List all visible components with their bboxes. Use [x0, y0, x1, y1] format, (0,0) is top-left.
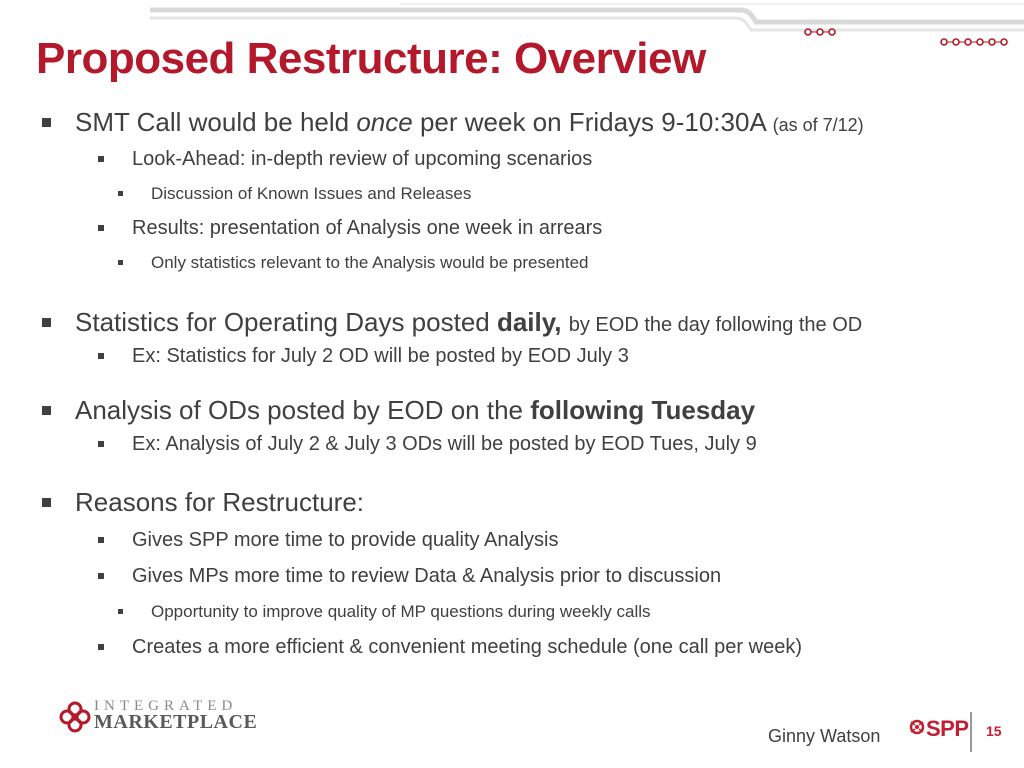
list-item	[40, 342, 1024, 370]
bullet-text: Analysis of ODs posted by EOD on the	[75, 395, 531, 425]
square-bullet-icon	[98, 225, 104, 231]
list-item	[40, 211, 1024, 245]
bullet-text: Gives MPs more time to review Data & Analysis prior to discussion	[132, 565, 722, 587]
bullet-text: Ex: Analysis of July 2 & July 3 ODs will be posted by EOD Tues, July 9	[132, 433, 757, 455]
bullet-text: Results: presentation of Analysis one week in arrears	[132, 217, 603, 239]
square-bullet-icon	[42, 118, 51, 127]
list-item	[40, 482, 1024, 522]
bullet-note: by EOD the day following the OD	[568, 314, 863, 336]
square-bullet-icon	[98, 353, 104, 359]
square-bullet-icon	[42, 498, 51, 507]
bullet-text: per week on Fridays 9-10:30A	[412, 107, 773, 137]
bullet-text: Opportunity to improve quality of MP questions during weekly calls	[151, 602, 651, 621]
bullet-text	[562, 307, 569, 337]
list-item	[40, 522, 1024, 558]
bullet-note: (as of 7/12)	[772, 115, 864, 135]
presenter-name: Ginny Watson	[768, 726, 881, 746]
square-bullet-icon	[98, 441, 104, 447]
spp-brand-text: SPP	[926, 716, 969, 741]
logo-line-marketplace: MARKETPLACE	[94, 711, 258, 733]
square-bullet-icon	[118, 609, 123, 614]
square-bullet-icon	[118, 260, 123, 265]
list-item	[40, 176, 1024, 211]
square-bullet-icon	[98, 156, 104, 162]
bullet-text: Statistics for Operating Days posted	[75, 307, 497, 337]
square-bullet-icon	[42, 406, 51, 415]
page-number: 15	[986, 723, 1002, 739]
square-bullet-icon	[98, 537, 104, 543]
list-item	[40, 142, 1024, 176]
spp-logo-icon	[908, 718, 926, 738]
slide-title: Proposed Restructure: Overview	[36, 34, 706, 83]
bullet-text: Discussion of Known Issues and Releases	[151, 184, 472, 203]
bullet-emphasis: daily,	[496, 307, 562, 337]
logo-line-integrated: INTEGRATED	[94, 698, 238, 714]
bullet-text: SMT Call would be held	[75, 107, 357, 137]
square-bullet-icon	[118, 191, 123, 196]
list-item	[40, 558, 1024, 594]
bullet-emphasis: once	[356, 107, 413, 137]
bullet-text: Gives SPP more time to provide quality Analysis	[132, 529, 559, 551]
square-bullet-icon	[98, 644, 104, 650]
integrated-marketplace-logo-icon	[58, 700, 92, 734]
footer-divider	[970, 712, 972, 752]
dot-chain-decoration-icon	[805, 29, 835, 35]
list-item	[40, 102, 1024, 142]
list-item	[40, 594, 1024, 629]
bullet-text: Look-Ahead: in-depth review of upcoming scenarios	[132, 148, 593, 170]
bullet-list	[40, 102, 1024, 665]
list-item	[40, 302, 1024, 342]
bullet-text: Ex: Statistics for July 2 OD will be posted by EOD July 3	[132, 345, 629, 367]
list-item	[40, 629, 1024, 665]
bullet-text: Only statistics relevant to the Analysis would be presented	[151, 253, 589, 272]
list-item	[40, 430, 1024, 458]
bullet-text: Creates a more efficient & convenient meeting schedule (one call per week)	[132, 636, 802, 658]
bullet-text: Reasons for Restructure:	[75, 487, 365, 517]
list-item	[40, 245, 1024, 280]
square-bullet-icon	[42, 318, 51, 327]
square-bullet-icon	[98, 573, 104, 579]
dot-chain-decoration-icon	[941, 39, 1007, 45]
bullet-emphasis: following Tuesday	[530, 395, 756, 425]
list-item	[40, 390, 1024, 430]
